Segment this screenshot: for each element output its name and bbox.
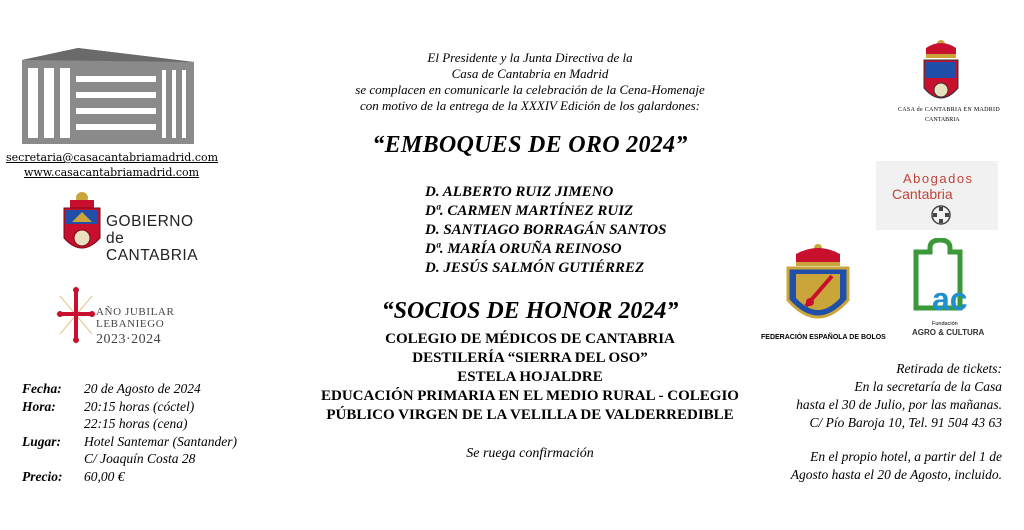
winners-list <box>425 183 745 278</box>
tickets-info <box>770 360 1002 484</box>
agro-cultura-logo <box>910 238 986 320</box>
tickets-line-1: Retirada de tickets: <box>896 361 1002 376</box>
invitation-intro <box>300 50 760 114</box>
feb-shield-logo <box>782 242 854 332</box>
precio-value: 60,00 € <box>84 468 125 484</box>
intro-line-1: El Presidente y la Junta Directiva de la <box>427 50 633 65</box>
intro-line-2: Casa de Cantabria en Madrid <box>451 66 609 81</box>
confirmation-text: Se ruega confirmación <box>466 446 594 461</box>
agro-initials: ac <box>932 281 968 317</box>
winner-item: D. JESÚS SALMÓN GUTIÉRREZ <box>425 260 645 276</box>
jubilar-line-1: AÑO JUBILAR <box>96 306 175 318</box>
fecha-value: 20 de Agosto de 2024 <box>84 381 201 396</box>
tickets-line-4: C/ Pío Baroja 10, Tel. 91 504 43 63 <box>809 415 1002 430</box>
casa-crest-text-2: CANTABRIA <box>925 117 960 123</box>
building-logo <box>18 44 196 148</box>
jubilar-cross-icon <box>54 284 98 346</box>
lugar-value-2: C/ Joaquín Costa 28 <box>84 451 196 466</box>
jubilar-years: 2023·2024 <box>96 332 162 347</box>
gobierno-coat-of-arms <box>60 190 104 260</box>
socio-item: EDUCACIÓN PRIMARIA EN EL MEDIO RURAL - COLEGIO <box>321 388 739 404</box>
abogados-line-1: Abogados <box>903 171 974 186</box>
socio-item: COLEGIO DE MÉDICOS DE CANTABRIA <box>385 331 675 347</box>
agro-line-1: Fundación <box>932 321 958 327</box>
socio-item: DESTILERÍA “SIERRA DEL OSO” <box>412 350 648 366</box>
feb-text: FEDERACIÓN ESPAÑOLA DE BOLOS <box>761 334 886 341</box>
tickets-line-5: En el propio hotel, a partir del 1 de <box>810 449 1002 464</box>
gobierno-line-3: CANTABRIA <box>106 247 199 264</box>
casa-crest-text: CASA de CANTABRIA EN MADRID <box>898 107 1000 113</box>
hora-value-1: 20:15 horas (cóctel) <box>84 398 195 414</box>
award-title-socios: “SOCIOS DE HONOR 2024” <box>381 298 679 324</box>
tickets-line-2: En la secretaría de la Casa <box>854 379 1002 394</box>
lugar-value-1: Hotel Santemar (Santander) <box>84 433 237 449</box>
lugar-label: Lugar: <box>22 433 62 449</box>
hora-value-2: 22:15 horas (cena) <box>84 416 188 431</box>
precio-label: Precio: <box>22 468 63 484</box>
agro-line-2: AGRO & CULTURA <box>912 328 985 337</box>
jubilar-text <box>96 306 174 330</box>
jubilar-line-2: LEBANIEGO <box>96 318 165 330</box>
gobierno-line-1: GOBIERNO <box>106 213 194 230</box>
winner-item: Dª. MARÍA ORUÑA REINOSO <box>425 241 622 257</box>
email-link[interactable]: secretaria@casacantabriamadrid.com <box>6 151 219 164</box>
winner-item: D. ALBERTO RUIZ JIMENO <box>425 184 614 200</box>
event-details <box>22 380 237 485</box>
intro-line-4: con motivo de la entrega de la XXXIV Edición de los galardones: <box>360 98 700 113</box>
tickets-line-3: hasta el 30 de Julio, por las mañanas. <box>796 397 1002 412</box>
abogados-line-2: Cantabria <box>892 186 953 202</box>
casa-cantabria-crest <box>918 38 964 108</box>
winner-item: Dª. CARMEN MARTÍNEZ RUIZ <box>425 203 634 219</box>
abogados-emblem-icon <box>930 204 952 226</box>
intro-line-3: se complacen en comunicarle la celebración de la Cena-Homenaje <box>355 82 705 97</box>
hora-label: Hora: <box>22 398 56 414</box>
tickets-line-6: Agosto hasta el 20 de Agosto, incluido. <box>790 467 1002 482</box>
fecha-label: Fecha: <box>22 381 62 396</box>
gobierno-text <box>106 213 198 264</box>
socio-item: PÚBLICO VIRGEN DE LA VELILLA DE VALDERREDIBLE <box>326 407 734 423</box>
website-link[interactable]: www.casacantabriamadrid.com <box>24 166 200 179</box>
winner-item: D. SANTIAGO BORRAGÁN SANTOS <box>425 222 667 238</box>
gobierno-line-2: de <box>106 230 125 247</box>
socios-list <box>290 330 770 425</box>
socio-item: ESTELA HOJALDRE <box>457 369 603 385</box>
award-title-emboques: “EMBOQUES DE ORO 2024” <box>372 132 688 158</box>
